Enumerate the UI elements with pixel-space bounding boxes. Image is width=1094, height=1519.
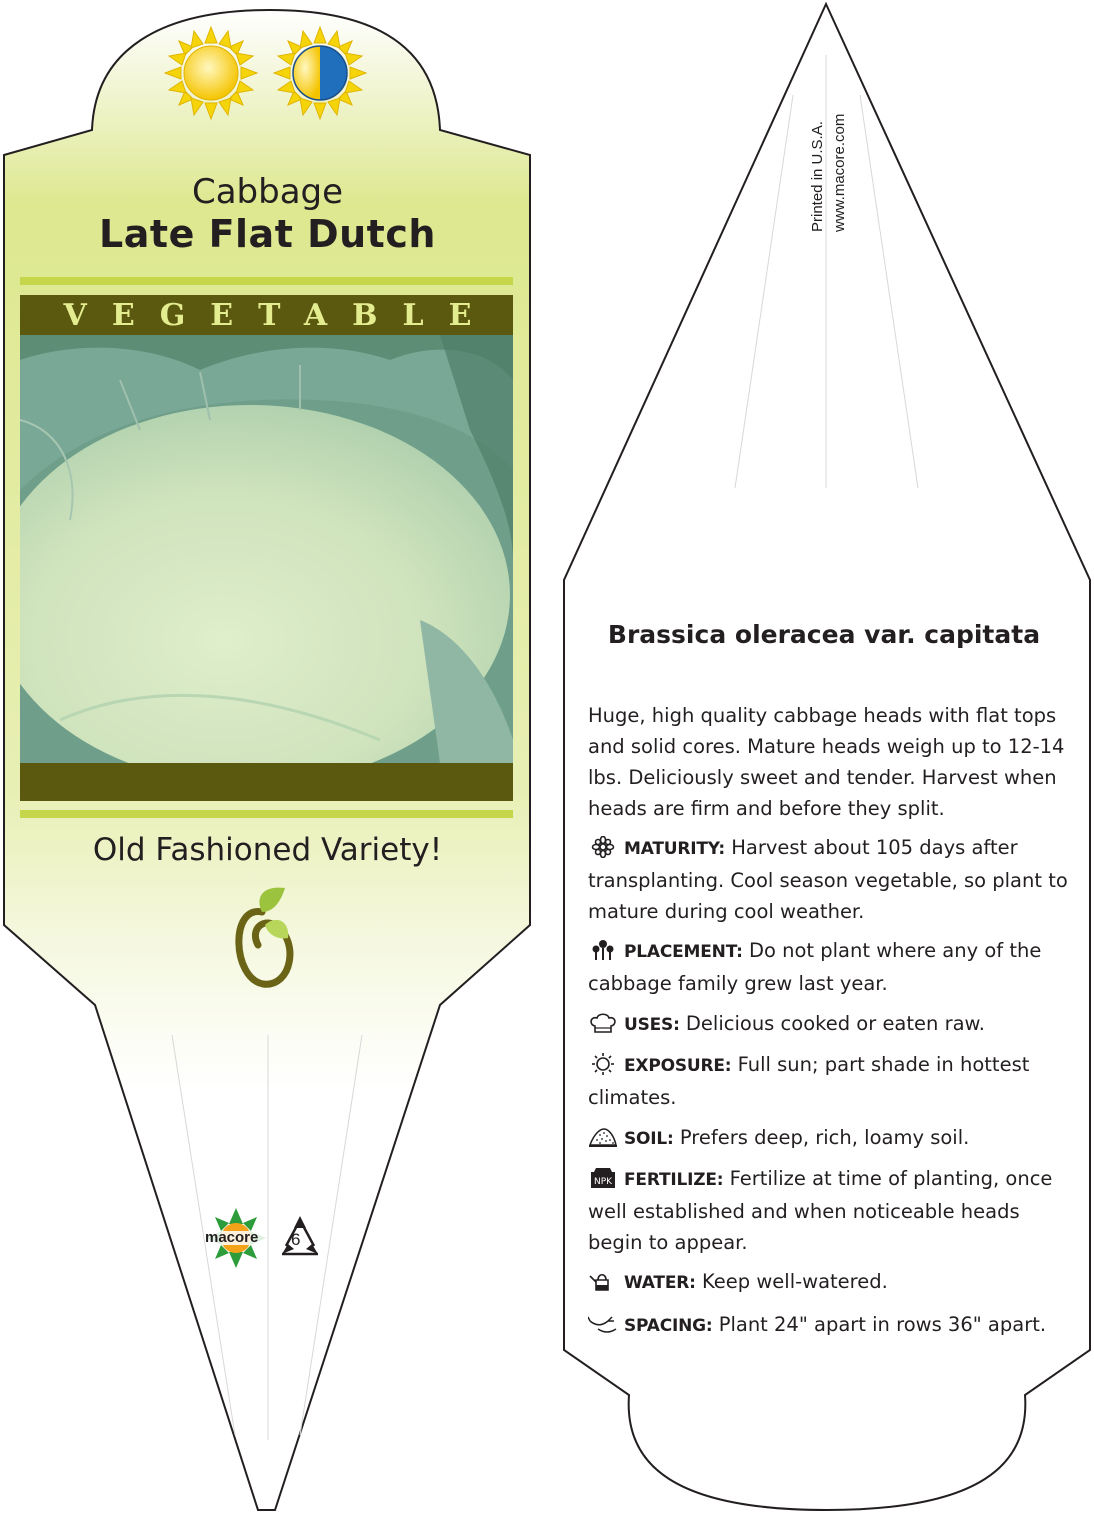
section-exposure <box>588 1049 1070 1113</box>
npk-icon <box>588 1167 618 1189</box>
variety-name: Late Flat Dutch <box>99 212 436 256</box>
olive-band-bottom <box>20 763 513 801</box>
category-label: VEGETABLE <box>63 298 497 333</box>
water-label: WATER: <box>624 1273 696 1293</box>
placement-text: Do not plant where any of the cabbage family grew last year. <box>588 939 1042 995</box>
recycle-number: 6 <box>291 1230 301 1249</box>
printed-info <box>807 114 851 232</box>
flower-icon <box>588 836 618 858</box>
botanical-name: Brassica oleracea var. capitata <box>607 620 1041 649</box>
lime-line-bottom <box>20 810 513 818</box>
tagline: Old Fashioned Variety! <box>92 832 443 868</box>
section-water <box>588 1266 1070 1299</box>
section-maturity <box>588 832 1070 927</box>
spacing-text: Plant 24" apart in rows 36" apart. <box>718 1313 1047 1336</box>
fertilize-text: Fertilize at time of planting, once well established and when noticeable heads begin to appear. <box>588 1167 1053 1254</box>
printed-line1: Printed in U.S.A. <box>809 121 826 232</box>
maturity-label: MATURITY: <box>624 839 725 859</box>
watering-can-icon <box>588 1270 618 1292</box>
soil-text: Prefers deep, rich, loamy soil. <box>679 1126 970 1149</box>
maturity-text: Harvest about 105 days after transplanting. Cool season vegetable, so plant to mature during cool weather. <box>588 836 1068 923</box>
printed-line2: www.macore.com <box>831 113 848 232</box>
section-uses <box>588 1008 1070 1041</box>
exposure-label: EXPOSURE: <box>624 1056 732 1076</box>
chef-hat-icon <box>588 1012 618 1034</box>
sun-outline-icon <box>588 1053 618 1075</box>
section-spacing <box>588 1309 1070 1342</box>
soil-pile-icon <box>588 1126 618 1148</box>
part-sun-icon <box>274 27 366 119</box>
uses-text: Delicious cooked or eaten raw. <box>685 1012 985 1035</box>
section-placement <box>588 935 1070 999</box>
section-soil <box>588 1122 1070 1155</box>
spacing-arrows-icon <box>588 1313 618 1335</box>
uses-label: USES: <box>624 1015 680 1035</box>
lime-line-top <box>20 277 513 285</box>
plants-icon <box>588 939 618 961</box>
fertilize-label: FERTILIZE: <box>624 1170 724 1190</box>
section-fertilize <box>588 1163 1070 1258</box>
exposure-text: Full sun; part shade in hottest climates. <box>588 1053 1030 1109</box>
placement-label: PLACEMENT: <box>624 942 743 962</box>
common-name: Cabbage <box>191 172 344 212</box>
soil-label: SOIL: <box>624 1129 674 1149</box>
description: Huge, high quality cabbage heads with flat tops and solid cores. Mature heads weigh up to 12-14 lbs. Deliciously sweet and tender. Harvest when heads are firm and before they split. <box>588 704 1065 820</box>
cabbage-photo <box>0 335 513 785</box>
full-sun-icon <box>165 27 257 119</box>
svg-text:NPK: NPK <box>593 1177 613 1187</box>
brand-name: macore <box>205 1229 259 1246</box>
spacing-label: SPACING: <box>624 1316 713 1336</box>
water-text: Keep well-watered. <box>701 1270 888 1293</box>
